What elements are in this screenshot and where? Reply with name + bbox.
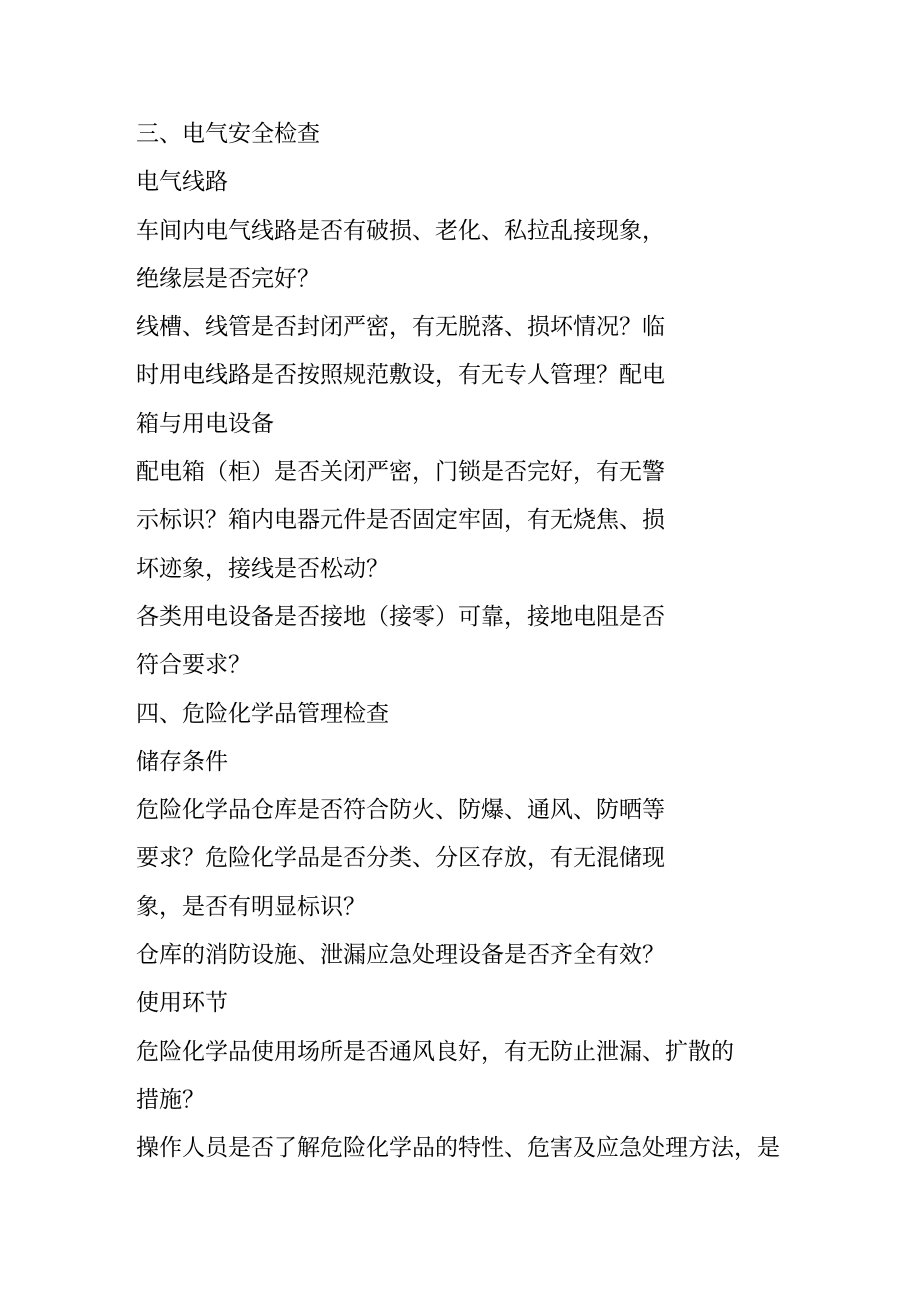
text-line: 示标识？箱内电器元件是否固定牢固，有无烧焦、损: [136, 507, 665, 534]
text-line: 坏迹象，接线是否松动？: [136, 555, 389, 582]
section-heading-hazardous-chemicals: 四、危险化学品管理检查: [136, 700, 389, 727]
text-line: 措施？: [136, 1086, 205, 1113]
text-line: 时用电线路是否按照规范敷设，有无专人管理？配电: [136, 362, 665, 389]
subheading-usage-stage: 使用环节: [136, 990, 228, 1017]
text-line: 配电箱（柜）是否关闭严密，门锁是否完好，有无警: [136, 459, 665, 486]
text-line: 象，是否有明显标识？: [136, 893, 366, 920]
text-line: 符合要求？: [136, 652, 251, 679]
subheading-electrical-wiring: 电气线路: [136, 169, 228, 196]
text-line: 危险化学品使用场所是否通风良好，有无防止泄漏、扩散的: [136, 1038, 734, 1065]
text-line: 各类用电设备是否接地（接零）可靠，接地电阻是否: [136, 603, 665, 630]
section-heading-electrical-safety: 三、电气安全检查: [136, 121, 320, 147]
text-line: 仓库的消防设施、泄漏应急处理设备是否齐全有效？: [136, 942, 665, 969]
text-line: 车间内电气线路是否有破损、老化、私拉乱接现象，: [136, 217, 665, 244]
text-line: 操作人员是否了解危险化学品的特性、危害及应急处理方法，是: [136, 1135, 780, 1162]
text-line: 要求？危险化学品是否分类、分区存放，有无混储现: [136, 845, 665, 872]
text-line: 箱与用电设备: [136, 410, 274, 437]
document-body: [136, 110, 836, 1173]
subheading-storage-conditions: 储存条件: [136, 748, 228, 775]
text-line: 绝缘层是否完好？: [136, 265, 320, 292]
text-line: 危险化学品仓库是否符合防火、防爆、通风、防晒等: [136, 797, 665, 824]
text-line: 线槽、线管是否封闭严密，有无脱落、损坏情况？临: [136, 314, 665, 341]
